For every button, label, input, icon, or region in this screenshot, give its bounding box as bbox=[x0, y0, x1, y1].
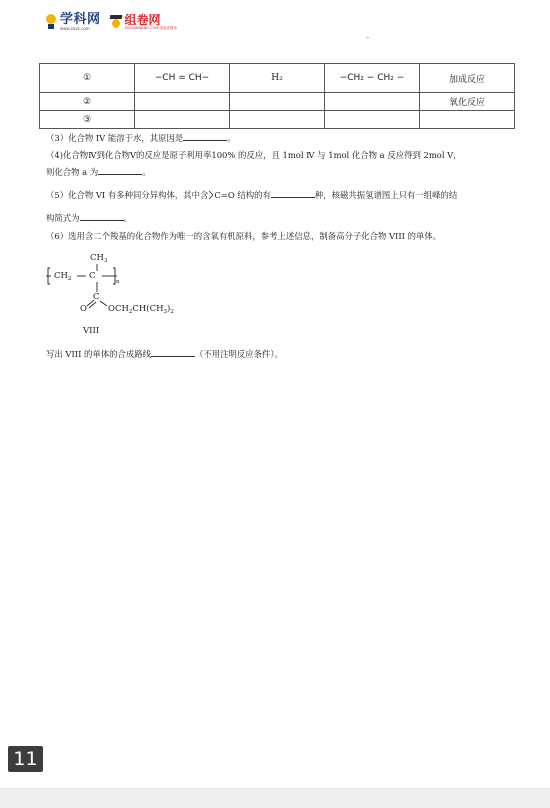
structure-o-carbonyl: O bbox=[80, 304, 87, 314]
structure-ester-group: $OCH_2CH(CH_3)_2$ bbox=[108, 304, 174, 315]
question-4-end: 。 bbox=[142, 167, 151, 177]
table-cell-num: ② bbox=[40, 93, 135, 111]
table-cell-reagent: H₂ bbox=[230, 64, 325, 93]
zxxk-logo-url: www.zxxk.com bbox=[60, 26, 90, 31]
table-row bbox=[40, 111, 515, 129]
question-3 bbox=[46, 132, 236, 144]
question-5-line-2 bbox=[46, 212, 132, 224]
question-5-text-d: 构简式为 bbox=[46, 213, 80, 223]
question-5-text-a: （5）化合物 VI 有多种同分异构体，其中含 bbox=[46, 190, 209, 200]
structure-ch2: $CH_2$ bbox=[54, 271, 72, 282]
carbonyl-bracket-icon bbox=[208, 190, 214, 199]
header-logos bbox=[44, 10, 177, 34]
question-4-text: 则化合物 a 为 bbox=[46, 167, 99, 177]
structure-bonds bbox=[45, 251, 205, 339]
table-cell-num: ③ bbox=[40, 111, 135, 129]
question-5-line-1 bbox=[46, 189, 457, 201]
table-cell-product bbox=[325, 111, 420, 129]
table-cell-reagent bbox=[230, 111, 325, 129]
structure-ch3: $CH_3$ bbox=[90, 253, 108, 264]
question-3-end: 。 bbox=[227, 133, 236, 143]
question-5-text-b: C=O 结构的有 bbox=[214, 190, 271, 200]
table-cell-reaction-type: 加成反应 bbox=[420, 64, 515, 93]
bottom-bar bbox=[0, 788, 550, 808]
question-6-write-text: 写出 VIII 的单体的合成路线 bbox=[46, 349, 152, 359]
question-5-text-c: 种，核磁共振氢谱图上只有一组峰的结 bbox=[314, 190, 458, 200]
question-6: （6）选用含二个羧基的化合物作为唯一的含氧有机原料，参考上述信息，制备高分子化合物 VIII 的单体。 bbox=[46, 231, 442, 241]
zxxk-logo bbox=[44, 13, 101, 31]
page-number-badge: 11 bbox=[8, 746, 43, 772]
table-cell-reaction-type bbox=[420, 111, 515, 129]
scan-mark bbox=[366, 37, 369, 38]
structure-label: VIII bbox=[83, 326, 100, 336]
zxxk-logo-text: 学科网 bbox=[60, 12, 101, 27]
lightbulb-icon bbox=[44, 14, 58, 30]
answer-blank bbox=[183, 132, 227, 141]
table-cell-num: ① bbox=[40, 64, 135, 93]
question-4-line-1: （4)化合物Ⅳ到化合物Ⅴ的反应是原子利用率100% 的反应，且 1mol Ⅳ 与 1mol 化合物 a 反应得到 2mol Ⅴ， bbox=[46, 150, 462, 160]
table-cell-structure bbox=[135, 111, 230, 129]
table-row bbox=[40, 64, 515, 93]
question-3-text: （3）化合物 IV 能溶于水，其原因是 bbox=[46, 133, 184, 143]
answer-blank bbox=[98, 166, 142, 175]
table-row bbox=[40, 93, 515, 111]
structure-c-center: C bbox=[89, 271, 96, 281]
table-cell-product bbox=[325, 93, 420, 111]
graduate-icon bbox=[109, 14, 123, 30]
structure-c-carbonyl: C bbox=[93, 292, 100, 302]
zujuan-logo-text: 组卷网 bbox=[124, 12, 161, 27]
question-4-line-2 bbox=[46, 166, 151, 178]
question-6-write-end: （不用注明反应条件）。 bbox=[195, 349, 283, 359]
table-cell-reaction-type: 氧化反应 bbox=[420, 93, 515, 111]
structure-n-subscript: n bbox=[116, 279, 120, 285]
table-cell-reagent bbox=[230, 93, 325, 111]
zujuan-logo-sub: ZUJUANWANG.COM 组卷更简单 bbox=[124, 25, 178, 30]
structure-viii bbox=[45, 251, 205, 339]
answer-blank bbox=[80, 212, 124, 221]
table-cell-structure: −CH = CH− bbox=[135, 64, 230, 93]
answer-blank bbox=[271, 189, 315, 198]
table-cell-structure bbox=[135, 93, 230, 111]
reaction-table bbox=[39, 63, 515, 129]
answer-blank bbox=[151, 348, 195, 357]
zujuan-logo bbox=[109, 14, 178, 31]
table-cell-product: −CH₂ − CH₂ − bbox=[325, 64, 420, 93]
question-5-end: 。 bbox=[123, 213, 132, 223]
question-6-write bbox=[46, 348, 283, 360]
